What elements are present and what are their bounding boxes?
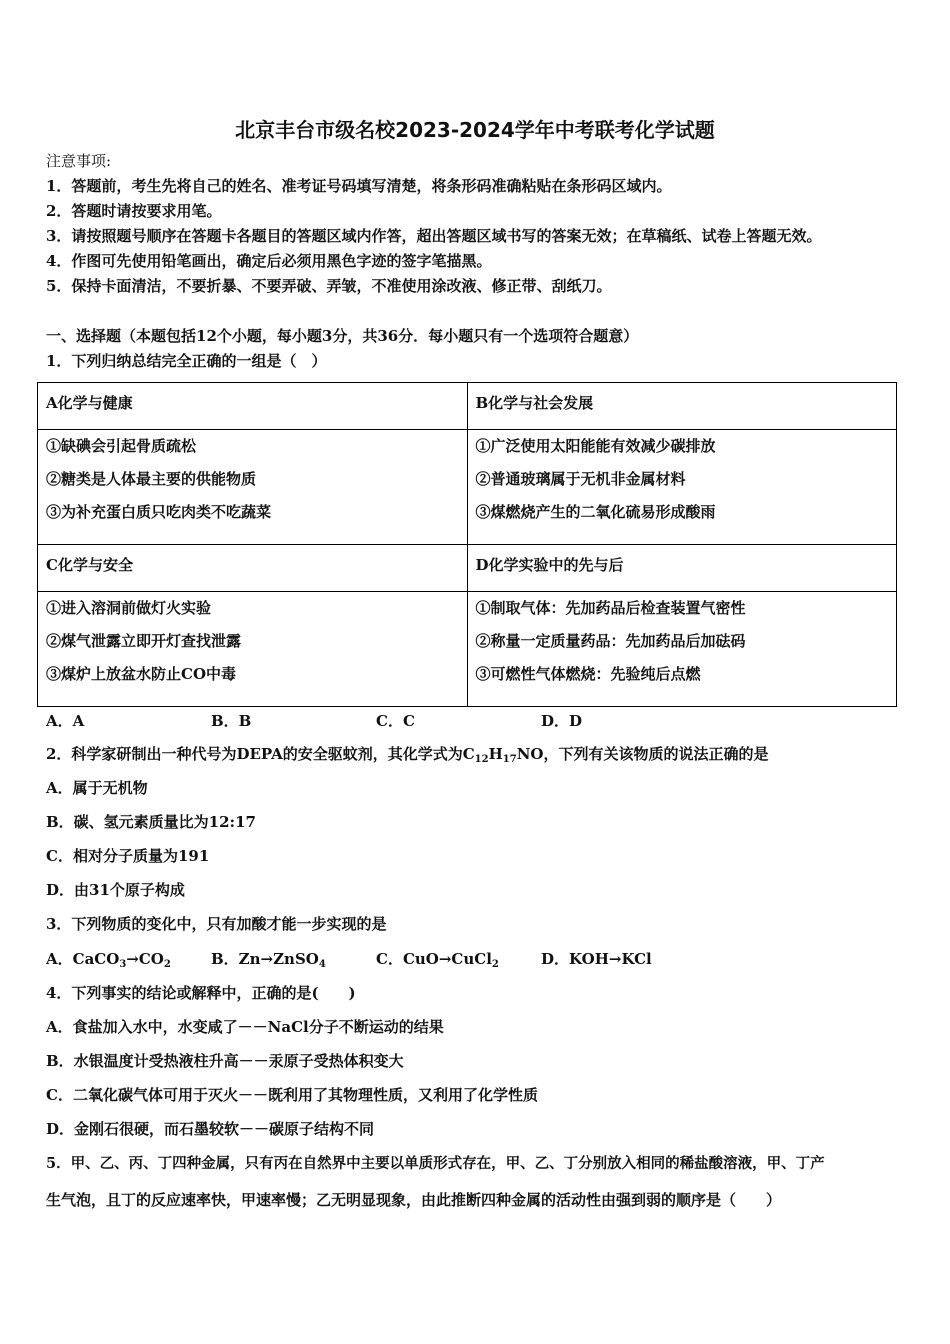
question-3-stem: 3．下列物质的变化中，只有加酸才能一步实现的是 (46, 915, 387, 933)
cell-b-body (467, 430, 897, 545)
q3-option-b (211, 948, 326, 970)
cell-b-head: B化学与社会发展 (467, 383, 897, 430)
q2-option-c: C．相对分子质量为191 (46, 847, 210, 865)
question-5-stem-line2: 生气泡，且丁的反应速率快，甲速率慢；乙无明显现象，由此推断四种金属的活动性由强到弱的顺序是（ ） (46, 1191, 782, 1209)
cell-a-item: ③为补充蛋白质只吃肉类不吃蔬菜 (46, 503, 272, 521)
q2-stem-part: NO，下列有关该物质的说法正确的是 (516, 745, 769, 763)
q2-stem-part: H (488, 745, 503, 763)
cell-a-item: ①缺碘会引起骨质疏松 (46, 437, 197, 455)
q3-option-text: C．CuO→CuCl (376, 950, 492, 968)
cell-d-body (467, 592, 897, 707)
q3-option-c (376, 948, 499, 970)
question-4-stem: 4．下列事实的结论或解释中，正确的是( ) (46, 984, 356, 1002)
cell-c-item: ①进入溶洞前做灯火实验 (46, 599, 212, 617)
cell-a-item: ②糖类是人体最主要的供能物质 (46, 470, 257, 488)
question-1-table (37, 382, 897, 707)
notice-item: 5．保持卡面清洁，不要折暴、不要弄破、弄皱，不准使用涂改液、修正带、刮纸刀。 (46, 277, 612, 295)
q2-stem-part: 2．科学家研制出一种代号为DEPA的安全驱蚊剂，其化学式为C (46, 745, 475, 763)
cell-b-item: ②普通玻璃属于无机非金属材料 (475, 470, 686, 488)
cell-a-head: A化学与健康 (38, 383, 468, 430)
q3-option-text: →CO (126, 950, 164, 968)
cell-d-item: ③可燃性气体燃烧：先验纯后点燃 (475, 665, 701, 683)
q4-option-a: A．食盐加入水中，水变咸了－－NaCl分子不断运动的结果 (46, 1018, 444, 1036)
notice-heading: 注意事项: (46, 152, 112, 170)
cell-c-body (38, 592, 468, 707)
q2-option-b: B．碳、氢元素质量比为12:17 (46, 813, 256, 831)
q3-subscript: 2 (163, 959, 171, 970)
notice-item: 1．答题前，考生先将自己的姓名、准考证号码填写清楚，将条形码准确粘贴在条形码区域内。 (46, 177, 672, 195)
cell-c-item: ②煤气泄露立即开灯查找泄露 (46, 632, 242, 650)
cell-b-item: ①广泛使用太阳能能有效减少碳排放 (475, 437, 716, 455)
cell-c-item: ③煤炉上放盆水防止CO中毒 (46, 665, 237, 683)
notice-item: 4．作图可先使用铅笔画出，确定后必须用黑色字迹的签字笔描黑。 (46, 252, 492, 270)
section-heading: 一、选择题（本题包括12个小题，每小题3分，共36分．每小题只有一个选项符合题意） (46, 327, 639, 345)
cell-a-body (38, 430, 468, 545)
notice-item: 2．答题时请按要求用笔。 (46, 202, 222, 220)
cell-c-head: C化学与安全 (38, 545, 468, 592)
question-1-stem: 1．下列归纳总结完全正确的一组是（ ） (46, 352, 327, 370)
q2-option-d: D．由31个原子构成 (46, 881, 185, 899)
q3-option-text: A．CaCO (46, 950, 120, 968)
q2-option-a: A．属于无机物 (46, 779, 148, 797)
cell-b-item: ③煤燃烧产生的二氧化硫易形成酸雨 (475, 503, 716, 521)
cell-d-item: ②称量一定质量药品：先加药品后加砝码 (475, 632, 746, 650)
q3-subscript: 4 (318, 959, 326, 970)
q4-option-b: B．水银温度计受热液柱升高－－汞原子受热体积变大 (46, 1052, 404, 1070)
q1-option-b: B．B (211, 712, 252, 730)
q3-option-text: B．Zn→ZnSO (211, 950, 319, 968)
question-2-stem (46, 744, 768, 770)
q1-option-c: C．C (376, 712, 415, 730)
q3-subscript: 3 (119, 959, 127, 970)
q4-option-d: D．金刚石很硬，而石墨较软－－碳原子结构不同 (46, 1120, 375, 1138)
question-5-stem-line1: 5．甲、乙、丙、丁四种金属，只有丙在自然界中主要以单质形式存在，甲、乙、丁分别放入相同的稀盐酸溶液，甲、丁产 (46, 1155, 825, 1172)
page-title: 北京丰台市级名校2023-2024学年中考联考化学试题 (235, 118, 715, 142)
q3-subscript: 2 (491, 959, 499, 970)
q3-option-d: D．KOH→KCl (541, 950, 652, 968)
q1-option-d: D．D (541, 712, 583, 730)
notice-item: 3．请按照题号顺序在答题卡各题目的答题区域内作答，超出答题区域书写的答案无效；在草稿纸、试卷上答题无效。 (46, 227, 822, 245)
q3-option-a (46, 948, 171, 970)
cell-d-head: D化学实验中的先与后 (467, 545, 897, 592)
q2-subscript: 12 (474, 754, 489, 765)
cell-d-item: ①制取气体：先加药品后检查装置气密性 (475, 599, 746, 617)
q4-option-c: C．二氧化碳气体可用于灭火－－既利用了其物理性质，又利用了化学性质 (46, 1086, 538, 1104)
q2-subscript: 17 (502, 754, 517, 765)
q1-option-a: A．A (46, 712, 85, 730)
